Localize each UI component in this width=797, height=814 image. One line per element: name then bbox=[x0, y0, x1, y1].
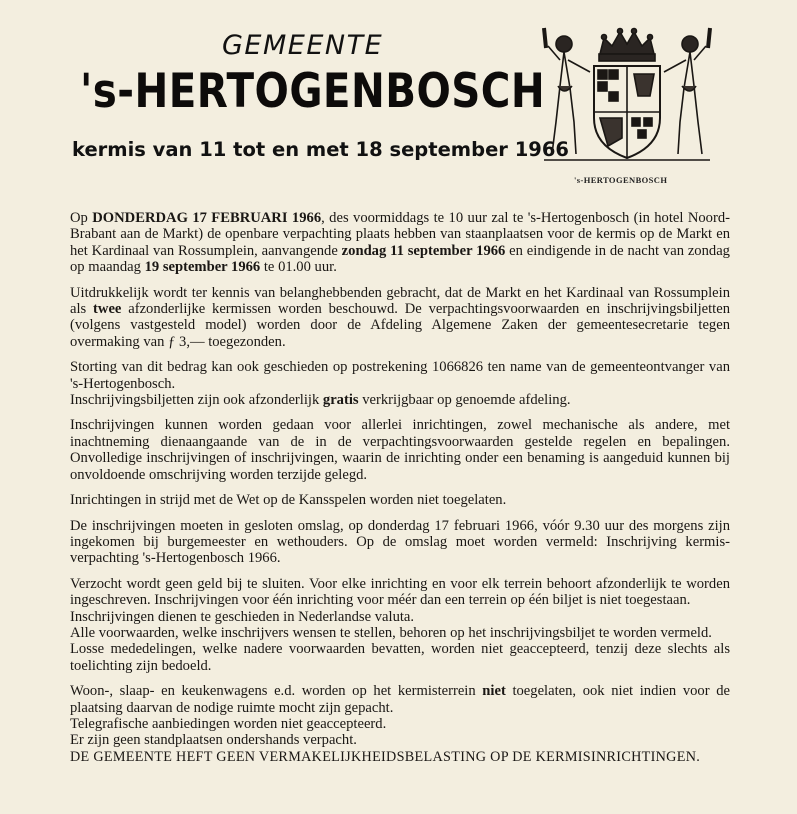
paragraph-conditions: Verzocht wordt geen geld bij te sluiten. Voor elke inrichting en voor elk terrein behoort afzonderlijk te worden ingeschreven. Inschrijvingen voor één inrichting voor méér dan een terrein op één biljet is niet toegestaan. Inschrijvingen dienen te geschieden in Nederlandse valuta. Alle voorwaarden, welke inschrijvers wensen te stellen, behoren op het inschrijvingsbiljet te worden vermeld. Losse mededelingen, welke nadere voorwaarden bevatten, worden niet geaccepteerd, tenzij deze slechts als toelichting zijn bedoeld. bbox=[70, 575, 730, 674]
coat-of-arms-caption: 's-HERTOGENBOSCH bbox=[574, 175, 668, 185]
paragraph-registrations: Inschrijvingen kunnen worden gedaan voor allerlei inrichtingen, zowel mechanische als andere, met inachtneming dienaangaande van de in de verpachtingsvoorwaarden gestelde regelen en bepalingen. Onvolledige inschrijvingen of inschrijvingen, waarin de inrichting onder een benaming is aangeduid kunnen bij onvoldoende omschrijving worden terzijde gelegd. bbox=[70, 417, 730, 483]
paragraph-gaming-law: Inrichtingen in strijd met de Wet op de Kansspelen worden niet toegelaten. bbox=[70, 492, 507, 509]
paragraph-sealed-envelope: De inschrijvingen moeten in gesloten omslag, op donderdag 17 februari 1966, vóór 9.30 uur des morgens zijn ingekomen bij burgemeester en wethouders. Op de omslag moet worden vermeld: Inschrijving kermis-verpachting 's-Hertogenbosch 1966. bbox=[70, 517, 730, 567]
paragraph-two-fairs: Uitdrukkelijk wordt ter kennis van belanghebbenden gebracht, dat de Markt en het Kardinaal van Rossumplein als twee afzonderlijke kermissen worden beschouwd. De verpachtingsvoorwaarden en inschrijvingsbiljetten (volgens vastgesteld model) worden door de Afdeling Algemene Zaken der gemeentesecretarie tegen overmaking van ƒ 3,— toegezonden. bbox=[70, 284, 730, 350]
closing-statement: DE GEMEENTE HEFT GEEN VERMAKELIJKHEIDSBELASTING OP DE KERMISINRICHTINGEN. bbox=[70, 748, 701, 765]
paragraph-auction-date: Op DONDERDAG 17 FEBRUARI 1966, des voormiddags te 10 uur zal te 's-Hertogenbosch (in hotel Noord-Brabant aan de Markt) de openbare verpachting plaats hebben van staanplaatsen voor de kermis op de Markt en het Kardinaal van Rossumplein, aanvangende zondag 11 september 1966 en eindigende in de nacht van zondag op maandag 19 september 1966 te 01.00 uur. bbox=[70, 210, 730, 276]
coat-of-arms-icon bbox=[542, 26, 712, 166]
notice-body bbox=[70, 210, 730, 774]
header-city-title: 's-HERTOGENBOSCH bbox=[80, 64, 546, 119]
header-gemeente: GEMEENTE bbox=[222, 30, 384, 61]
header-kermis-dates: kermis van 11 tot en met 18 september 1966 bbox=[72, 138, 569, 161]
paragraph-payment: Storting van dit bedrag kan ook geschieden op postrekening 1066826 ten name van de gemeenteontvanger van 's-Hertogenbosch. Inschrijvingsbiljetten zijn ook afzonderlijk gratis verkrijgbaar op genoemde afdeling. bbox=[70, 359, 730, 409]
paragraph-caravans: Woon-, slaap- en keukenwagens e.d. worden op het kermisterrein niet toegelaten, ook niet indien voor de plaatsing daarvan de nodige ruimte mocht zijn gepacht. Telegrafische aanbiedingen worden niet geaccepteerd. Er zijn geen standplaatsen ondershands verpacht. bbox=[70, 683, 730, 749]
